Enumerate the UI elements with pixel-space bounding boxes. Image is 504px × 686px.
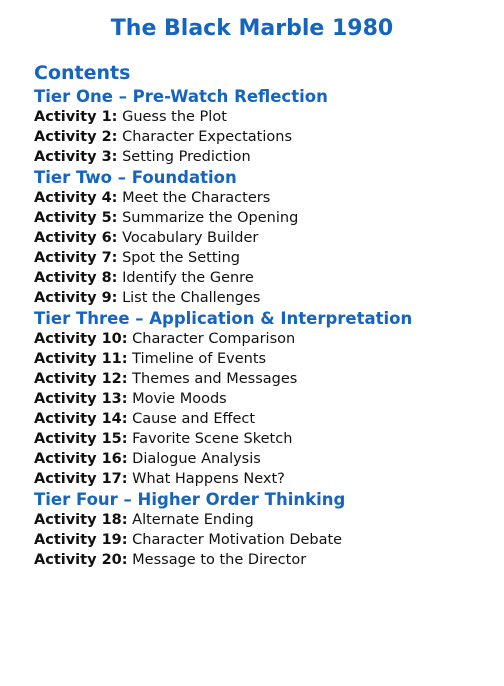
tier-heading: Tier Four – Higher Order Thinking [34, 490, 346, 509]
activity-number: Activity 20: [34, 552, 128, 568]
activity-title: Character Expectations [122, 129, 293, 145]
activity-number: Activity 2: [34, 129, 118, 145]
activity-number: Activity 5: [34, 210, 118, 226]
activity-number: Activity 1: [34, 109, 118, 125]
activity-item [34, 409, 484, 429]
activity-item [34, 127, 484, 147]
activity-number: Activity 14: [34, 411, 128, 427]
activity-title: Guess the Plot [122, 109, 227, 125]
activity-title: Themes and Messages [132, 371, 298, 387]
activity-item [34, 389, 484, 409]
activity-title: Summarize the Opening [122, 210, 299, 226]
activity-number: Activity 19: [34, 532, 128, 548]
activity-number: Activity 3: [34, 149, 118, 165]
activity-number: Activity 16: [34, 451, 128, 467]
activity-item [34, 469, 484, 489]
activity-number: Activity 18: [34, 512, 128, 528]
activity-number: Activity 12: [34, 371, 128, 387]
activity-number: Activity 8: [34, 270, 118, 286]
activity-number: Activity 10: [34, 331, 128, 347]
activity-title: List the Challenges [122, 290, 261, 306]
activity-title: Identify the Genre [122, 270, 254, 286]
activity-item [34, 329, 484, 349]
activity-item [34, 349, 484, 369]
activity-item [34, 550, 484, 570]
activity-title: Dialogue Analysis [132, 451, 261, 467]
activity-title: What Happens Next? [132, 471, 285, 487]
activity-title: Meet the Characters [122, 190, 271, 206]
activity-title: Alternate Ending [132, 512, 254, 528]
activity-item [34, 248, 484, 268]
activity-title: Character Motivation Debate [132, 532, 343, 548]
activity-title: Timeline of Events [132, 351, 267, 367]
activity-title: Setting Prediction [122, 149, 251, 165]
tier-heading: Tier One – Pre-Watch Reflection [34, 87, 328, 106]
tier-heading: Tier Three – Application & Interpretation [34, 309, 413, 328]
activity-item [34, 288, 484, 308]
table-of-contents [34, 60, 484, 570]
activity-number: Activity 15: [34, 431, 128, 447]
contents-heading: Contents [34, 62, 131, 84]
activity-item [34, 510, 484, 530]
activity-title: Favorite Scene Sketch [132, 431, 293, 447]
activity-title: Message to the Director [132, 552, 307, 568]
activity-item [34, 228, 484, 248]
activity-title: Movie Moods [132, 391, 227, 407]
activity-item [34, 208, 484, 228]
document-title: The Black Marble 1980 [110, 16, 394, 41]
activity-item [34, 107, 484, 127]
activity-item [34, 188, 484, 208]
tier-heading: Tier Two – Foundation [34, 168, 237, 187]
activity-number: Activity 17: [34, 471, 128, 487]
activity-number: Activity 6: [34, 230, 118, 246]
activity-title: Spot the Setting [122, 250, 240, 266]
activity-number: Activity 9: [34, 290, 118, 306]
activity-item [34, 449, 484, 469]
activity-number: Activity 13: [34, 391, 128, 407]
activity-title: Vocabulary Builder [122, 230, 259, 246]
activity-item [34, 268, 484, 288]
activity-title: Character Comparison [132, 331, 296, 347]
activity-number: Activity 11: [34, 351, 128, 367]
activity-item [34, 147, 484, 167]
activity-item [34, 530, 484, 550]
activity-item [34, 429, 484, 449]
activity-title: Cause and Effect [132, 411, 256, 427]
activity-number: Activity 4: [34, 190, 118, 206]
activity-number: Activity 7: [34, 250, 118, 266]
activity-item [34, 369, 484, 389]
